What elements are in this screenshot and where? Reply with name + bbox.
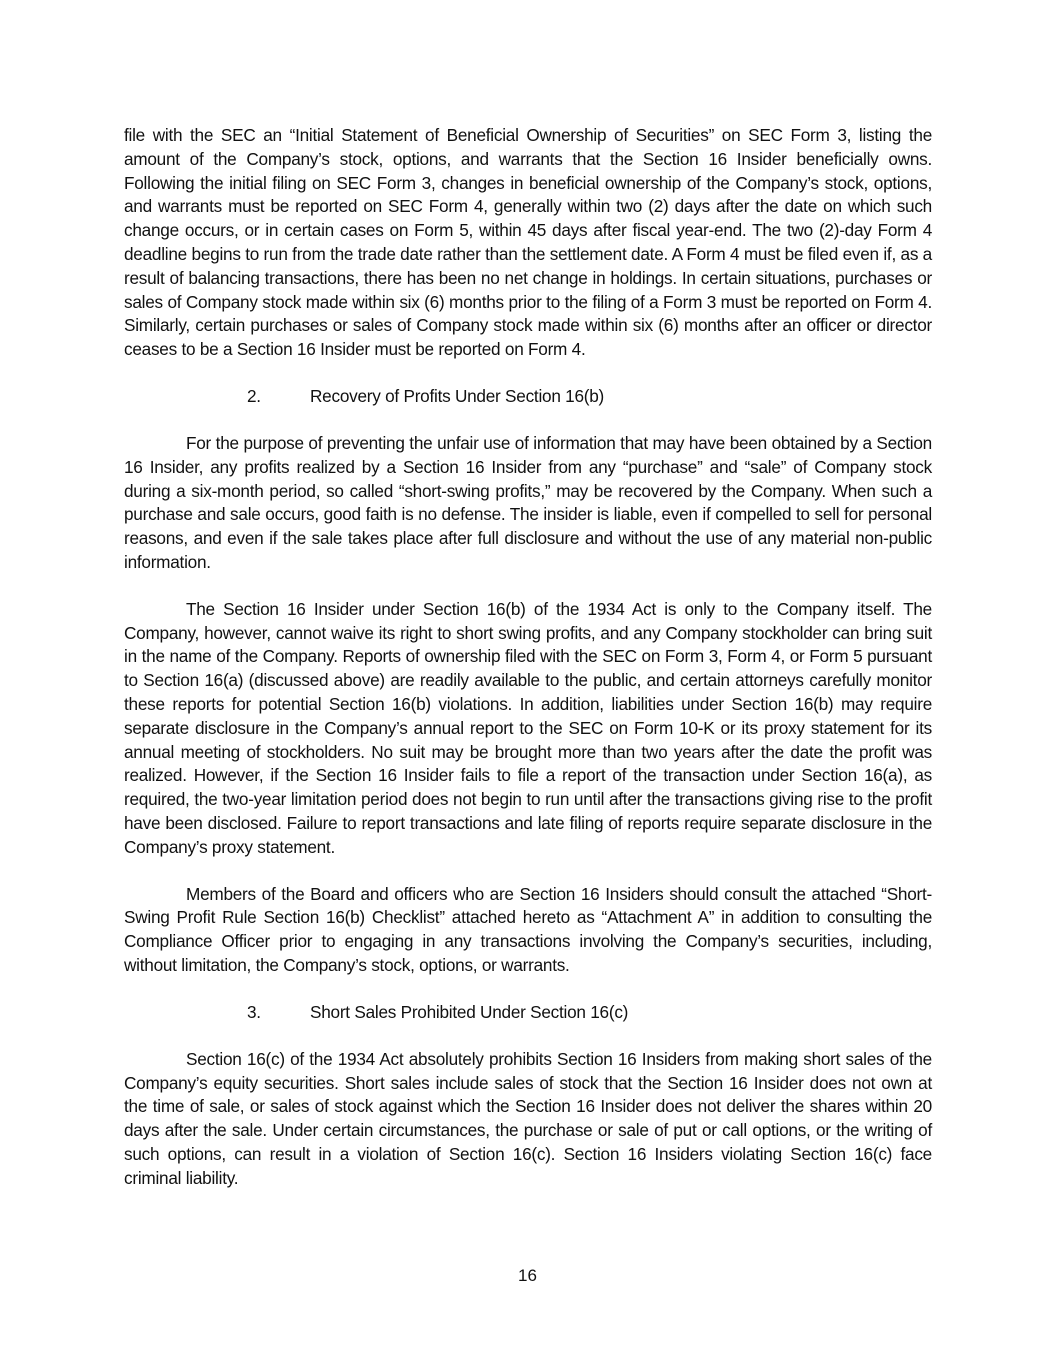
section-2-paragraph-2: The Section 16 Insider under Section 16(b) of the 1934 Act is only to the Company itself. The Company, however, cannot waive its right to short swing profits, and any Company stockholder can bring suit in the name of the Company. Reports of ownership filed with the SEC on Form 3, Form 4, or Form 5 pursuant to Section 16(a) (discussed above) are readily available to the public, and certain attorneys carefully monitor these reports for potential Section 16(b) violations. In addition, liabilities under Section 16(b) may require separate disclosure in the Company’s annual report to the SEC on Form 10-K or its proxy statement for its annual meeting of stockholders. No suit may be brought more than two years after the date the profit was realized. However, if the Section 16 Insider fails to file a report of the transaction under Section 16(a), as required, the two-year limitation period does not begin to run until after the transactions giving rise to the profit have been disclosed. Failure to report transactions and late filing of reports require separate disclosure in the Company’s proxy statement. [124, 598, 932, 857]
continuation-paragraph: file with the SEC an “Initial Statement of Beneficial Ownership of Securities” on SEC Form 3, listing the amount of the Company’s stock, options, and warrants that the Section 16 Insider beneficially owns. Following the initial filing on SEC Form 3, changes in beneficial ownership of the Company’s stock, options, and warrants must be reported on SEC Form 4, generally within two (2) days after the date on which such change occurs, or in certain cases on Form 5, within 45 days after fiscal year-end. The two (2)-day Form 4 deadline begins to run from the trade date rather than the settlement date. A Form 4 must be filed even if, as a result of balancing transactions, there has been no net change in holdings. In certain situations, purchases or sales of Company stock made within six (6) months prior to the filing of a Form 3 must be reported on Form 4. Similarly, certain purchases or sales of Company stock made within six (6) months after an officer or director ceases to be a Section 16 Insider must be reported on Form 4. [124, 125, 932, 360]
section-2-heading [124, 385, 932, 409]
page-number: 16 [518, 1266, 537, 1285]
section-2-paragraph-3: Members of the Board and officers who are Section 16 Insiders should consult the attached “Short-Swing Profit Rule Section 16(b) Checklist” attached hereto as “Attachment A” in addition to consulting the Compliance Officer prior to engaging in any transactions involving the Company’s securities, including, without limitation, the Company’s stock, options, or warrants. [124, 883, 932, 975]
section-3-paragraph-1: Section 16(c) of the 1934 Act absolutely prohibits Section 16 Insiders from making short sales of the Company’s equity securities. Short sales include sales of stock that the Section 16 Insider does not own at the time of sale, or sales of stock against which the Section 16 Insider does not deliver the shares within 20 days after the sale. Under certain circumstances, the purchase or sale of put or call options, or the writing of such options, can result in a violation of Section 16(c). Section 16 Insiders violating Section 16(c) face criminal liability. [124, 1048, 932, 1188]
section-3-heading [124, 1001, 932, 1025]
section-2-title: Recovery of Profits Under Section 16(b) [310, 385, 605, 406]
page-body [124, 124, 932, 1190]
section-3-number: 3. [247, 1001, 261, 1022]
section-2-paragraph-1: For the purpose of preventing the unfair use of information that may have been obtained by a Section 16 Insider, any profits realized by a Section 16 Insider from any “purchase” and “sale” of Company stock during a six-month period, so called “short-swing profits,” may be recovered by the Company. When such a purchase and sale occurs, good faith is no defense. The insider is liable, even if compelled to sell for personal reasons, and even if the sale takes place after full disclosure and without the use of any material non-public information. [124, 432, 932, 572]
section-3-title: Short Sales Prohibited Under Section 16(c) [310, 1001, 629, 1022]
section-2-number: 2. [247, 385, 261, 406]
